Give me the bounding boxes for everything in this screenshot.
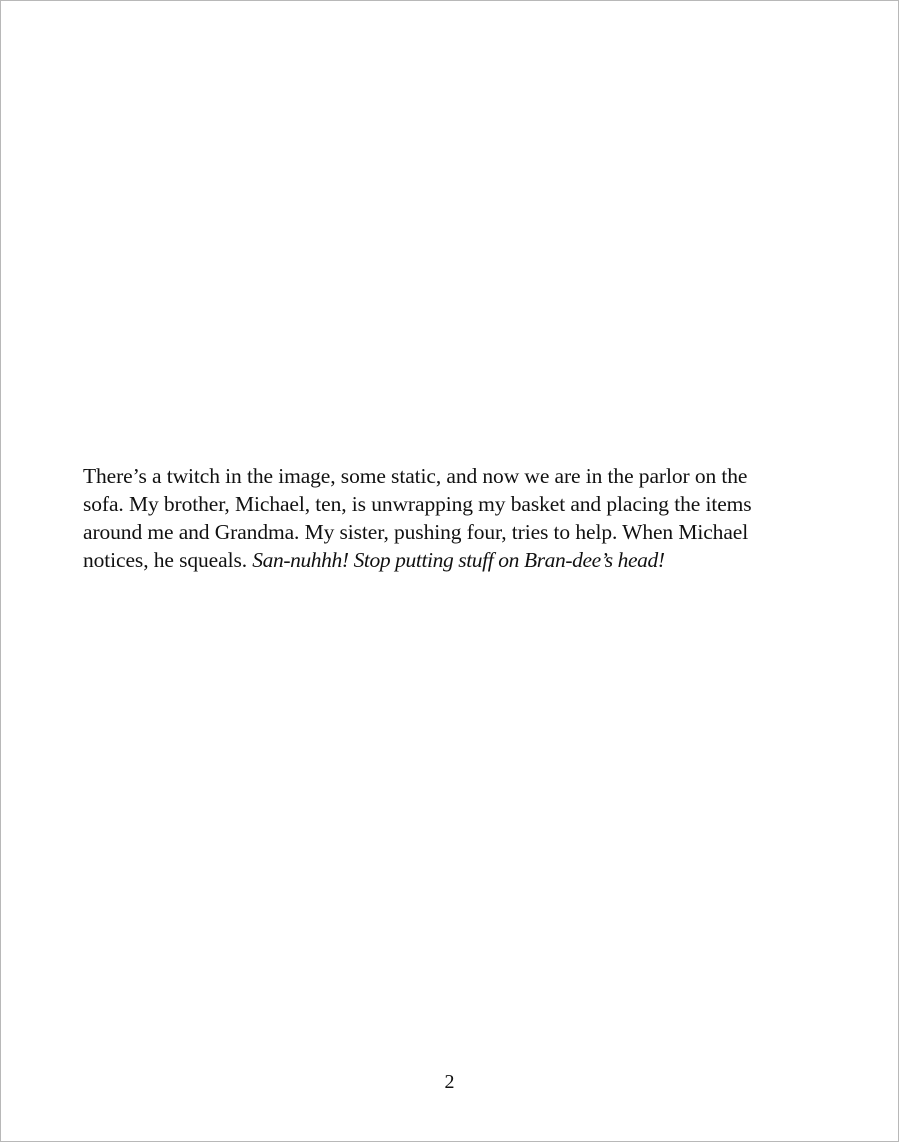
italic-quote: San-nuhhh! Stop putting stuff on Bran-dee’s head!: [252, 548, 665, 572]
body-paragraph: [83, 462, 813, 574]
paragraph-line-2: sofa. My brother, Michael, ten, is unwrapping my basket and placing the items: [83, 492, 752, 516]
paragraph-line-4: [83, 546, 813, 574]
paragraph-line-3: around me and Grandma. My sister, pushing four, tries to help. When Michael: [83, 520, 749, 544]
page-number: 2: [444, 1071, 455, 1093]
paragraph-line-1: There’s a twitch in the image, some static, and now we are in the parlor on the: [83, 464, 748, 488]
paragraph-line-4-text: notices, he squeals.: [83, 548, 247, 572]
